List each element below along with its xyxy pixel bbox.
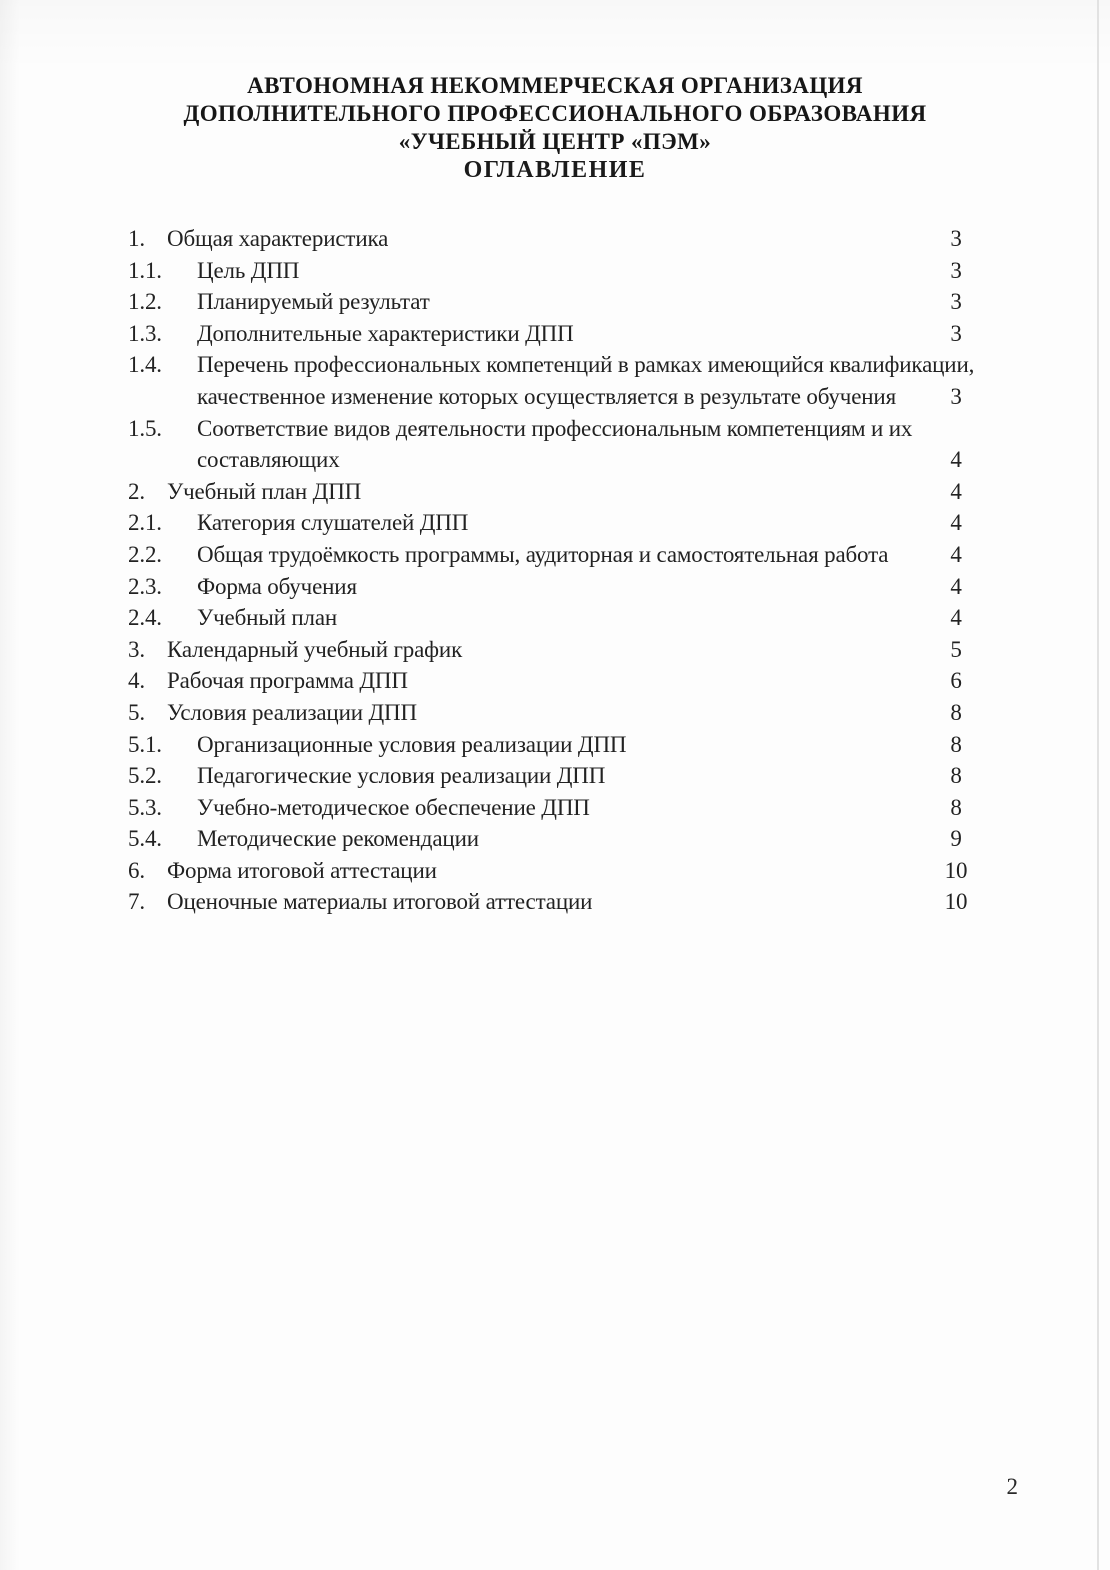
toc-entry-number: 2.1. — [128, 510, 162, 536]
page-number: 2 — [1006, 1474, 1018, 1499]
toc-entry-number: 1.3. — [128, 320, 162, 346]
toc-entry-title: Категория слушателей ДПП — [197, 510, 469, 536]
toc-entry-page-number: 3 — [950, 289, 962, 315]
toc-entry-page-number: 3 — [950, 226, 962, 251]
toc-entry-number: 5.1. — [128, 731, 162, 757]
toc-entry-page-number: 4 — [950, 510, 962, 536]
toc-entry — [128, 286, 1012, 318]
toc-entry-page-number: 5 — [950, 636, 962, 662]
toc-entry-number: 2. — [128, 478, 145, 504]
toc-entry — [128, 571, 1012, 603]
toc-entry-title: Рабочая программа ДПП — [167, 668, 408, 694]
toc-entry — [128, 349, 1012, 412]
organization-name-line-3: «УЧЕБНЫЙ ЦЕНТР «ПЭМ» — [398, 129, 712, 154]
toc-entry — [128, 476, 1012, 508]
toc-entry-number: 3. — [128, 636, 145, 662]
toc-entry-number: 2.4. — [128, 605, 162, 631]
toc-entry — [128, 602, 1012, 634]
toc-entry-title: Цель ДПП — [197, 257, 300, 283]
toc-entry — [128, 697, 1012, 729]
toc-entry-title: Форма обучения — [197, 573, 357, 599]
toc-entry-title: Общая характеристика — [167, 226, 389, 251]
toc-entry-number: 1.5. — [128, 415, 162, 441]
toc-entry-number: 1.4. — [128, 352, 162, 378]
toc-entry-title: Организационные условия реализации ДПП — [197, 731, 627, 757]
toc-entry — [128, 507, 1012, 539]
toc-entry-page-number: 4 — [950, 447, 962, 473]
toc-entry-title: Дополнительные характеристики ДПП — [197, 320, 574, 346]
toc-entry-page-number: 10 — [944, 857, 968, 883]
toc-entry — [128, 760, 1012, 792]
toc-entry-page-number: 8 — [950, 731, 962, 757]
toc-entry-number: 7. — [128, 889, 145, 915]
toc-heading: ОГЛАВЛЕНИЕ — [463, 157, 647, 183]
toc-entry-title: Оценочные материалы итоговой аттестации — [167, 889, 593, 915]
toc-entry-number: 1.1. — [128, 257, 162, 283]
toc-entry-title: Условия реализации ДПП — [167, 699, 417, 725]
toc-entry — [128, 223, 1012, 255]
toc-entry-title: Учебно-методическое обеспечение ДПП — [197, 794, 590, 820]
toc-entry-page-number: 3 — [950, 257, 962, 283]
toc-entry-title: Форма итоговой аттестации — [167, 857, 437, 883]
toc-entry-title: Перечень профессиональных компетенций в рамках имеющийся квалификации, качественное изменение которых осуществляется в результате обучения — [197, 352, 975, 409]
toc-entry-number: 5.4. — [128, 826, 162, 852]
toc-entry-number: 1. — [128, 226, 145, 251]
toc-entry-number: 4. — [128, 668, 145, 694]
toc-entry-title: Педагогические условия реализации ДПП — [197, 763, 606, 789]
toc-entry-number: 6. — [128, 857, 145, 883]
toc-entry — [128, 855, 1012, 887]
toc-entry — [128, 665, 1012, 697]
toc-entry-page-number: 8 — [950, 699, 962, 725]
toc-entry-number: 5. — [128, 699, 145, 725]
toc-entry-page-number: 4 — [950, 541, 962, 567]
toc-entry-page-number: 8 — [950, 794, 962, 820]
toc-entry-page-number: 4 — [950, 478, 962, 504]
toc-entry — [128, 413, 1012, 476]
organization-name-line-2: ДОПОЛНИТЕЛЬНОГО ПРОФЕССИОНАЛЬНОГО ОБРАЗОВАНИЯ — [183, 101, 927, 126]
toc-entry — [128, 886, 1012, 918]
toc-entry-number: 2.3. — [128, 573, 162, 599]
toc-entry-number: 5.3. — [128, 794, 162, 820]
toc-entry — [128, 255, 1012, 287]
toc-entry-number: 2.2. — [128, 541, 162, 567]
table-of-contents — [128, 223, 1012, 918]
toc-entry — [128, 823, 1012, 855]
toc-entry-page-number: 10 — [944, 889, 968, 915]
toc-entry-page-number: 6 — [950, 668, 962, 694]
toc-entry-title: Календарный учебный график — [167, 636, 463, 662]
toc-entry-page-number: 9 — [950, 826, 962, 852]
organization-name-line-1: АВТОНОМНАЯ НЕКОММЕРЧЕСКАЯ ОРГАНИЗАЦИЯ — [247, 73, 863, 98]
toc-entry-title: Учебный план ДПП — [167, 478, 362, 504]
toc-entry-number: 5.2. — [128, 763, 162, 789]
toc-entry-page-number: 3 — [950, 320, 962, 346]
toc-entry-page-number: 8 — [950, 763, 962, 789]
toc-entry-page-number: 4 — [950, 573, 962, 599]
toc-entry-title: Методические рекомендации — [197, 826, 479, 852]
toc-entry-title: Учебный план — [197, 605, 338, 631]
toc-entry-page-number: 4 — [950, 605, 962, 631]
toc-entry-page-number: 3 — [950, 383, 962, 409]
toc-entry — [128, 792, 1012, 824]
scan-edge-line — [1097, 0, 1099, 1570]
toc-entry-title: Планируемый результат — [197, 289, 430, 315]
toc-entry — [128, 634, 1012, 666]
toc-entry-title: Общая трудоёмкость программы, аудиторная и самостоятельная работа — [197, 541, 889, 567]
toc-entry-number: 1.2. — [128, 289, 162, 315]
toc-entry — [128, 318, 1012, 350]
document-header — [0, 0, 1110, 185]
toc-entry — [128, 729, 1012, 761]
toc-entry-title: Соответствие видов деятельности профессиональным компетенциям и их составляющих — [197, 415, 913, 473]
toc-entry — [128, 539, 1012, 571]
